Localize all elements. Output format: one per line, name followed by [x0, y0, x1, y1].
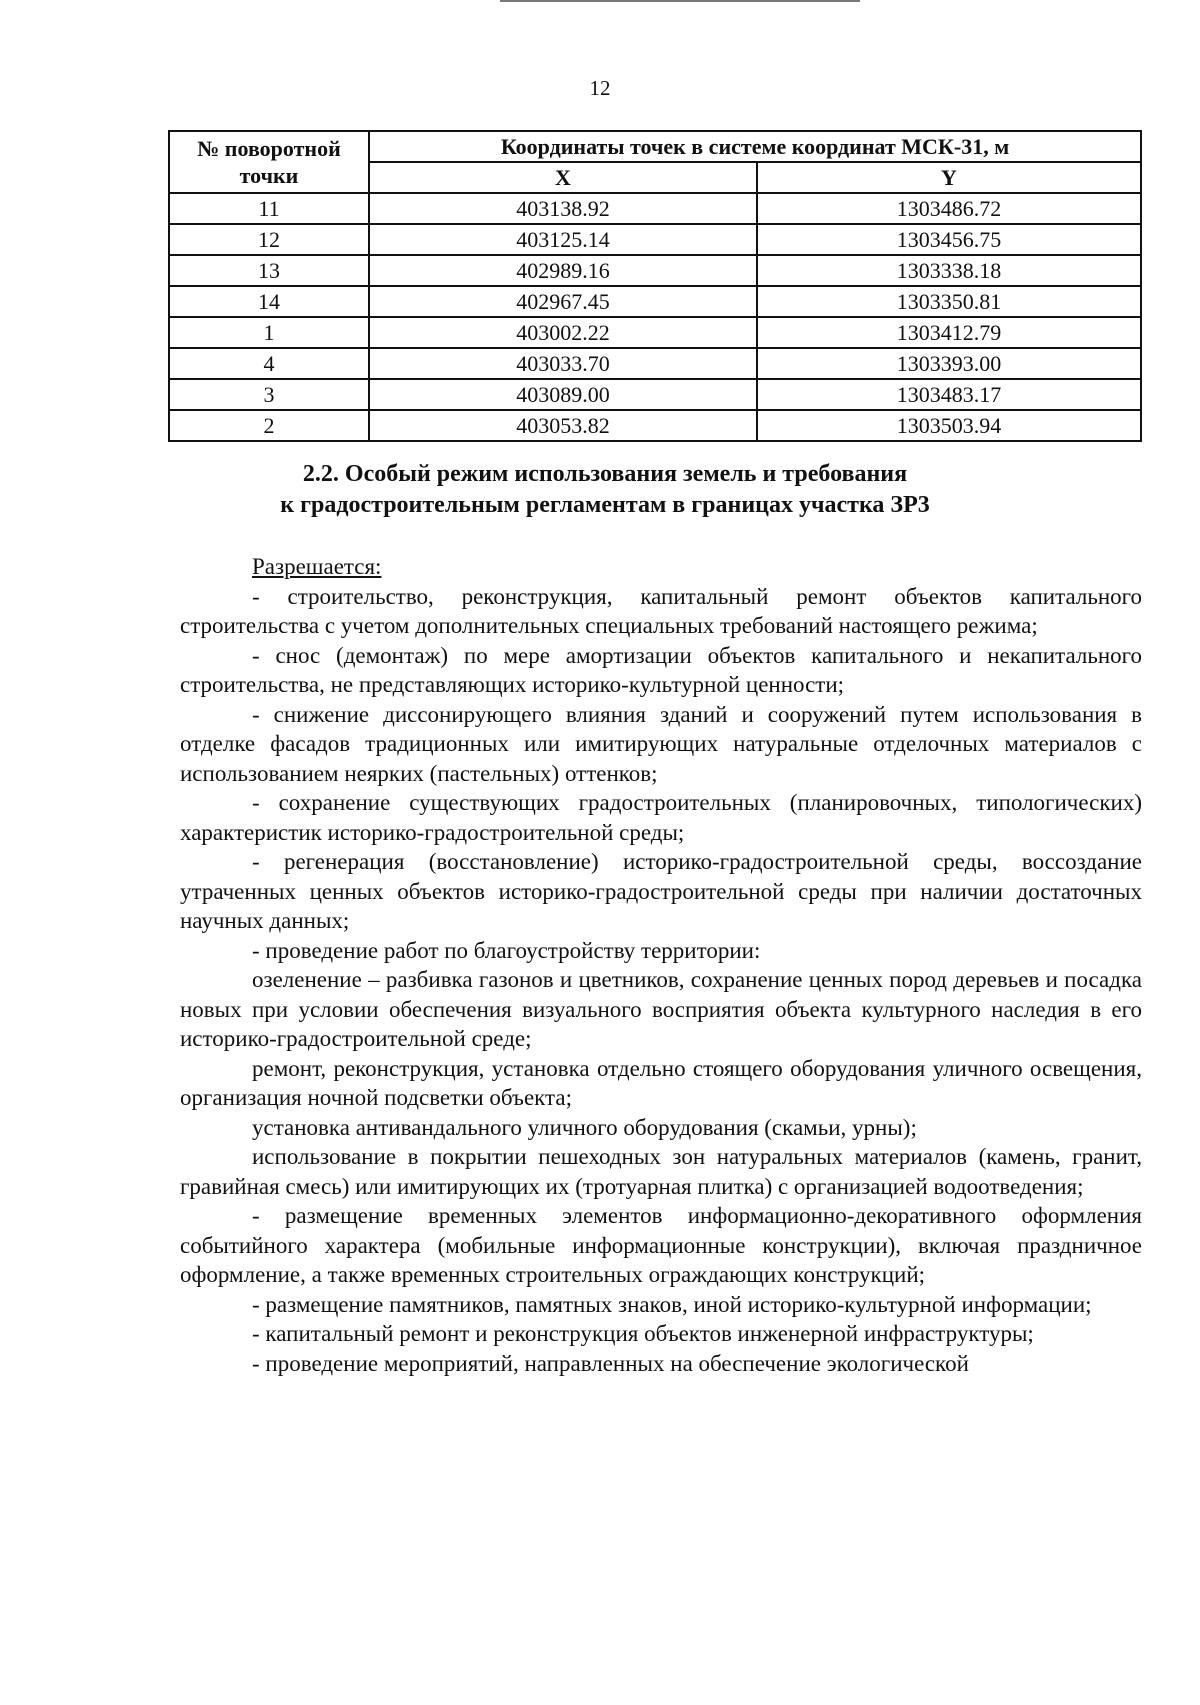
cell-point: 14: [169, 286, 369, 317]
cell-x: 403002.22: [369, 317, 757, 348]
coordinates-table: [168, 130, 1142, 442]
paragraph: - проведение мероприятий, направленных на обеспечение экологической: [252, 1350, 969, 1376]
header-coordinates-group: Координаты точек в системе координат МСК-31, м: [369, 131, 1141, 162]
paragraph: - снижение диссонирующего влияния зданий и сооружений путем использования в отделке фасадов традиционных или имитирующих натуральные отделочных материалов с использованием неярких (пастельных) оттенков;: [180, 701, 1142, 786]
paragraph: - строительство, реконструкция, капитальный ремонт объектов капитального строительства с учетом дополнительных специальных требований настоящего режима;: [180, 583, 1142, 638]
paragraph: - сохранение существующих градостроительных (планировочных, типологических) характеристик историко-градостроительной среды;: [180, 790, 1142, 845]
cell-y: 1303412.79: [757, 317, 1141, 348]
table-row: [169, 224, 1141, 255]
table-row: [169, 193, 1141, 224]
cell-y: 1303456.75: [757, 224, 1141, 255]
page-number: 12: [589, 76, 611, 100]
cell-y: 1303486.72: [757, 193, 1141, 224]
paragraph: - капитальный ремонт и реконструкция объектов инженерной инфраструктуры;: [252, 1321, 1034, 1346]
paragraph: использование в покрытии пешеходных зон натуральных материалов (камень, гранит, гравийная смесь) или имитирующих их (тротуарная плитка) с организацией водоотведения;: [180, 1144, 1142, 1199]
section-heading: [0, 459, 1200, 521]
cell-x: 403053.82: [369, 410, 757, 441]
cell-y: 1303393.00: [757, 348, 1141, 379]
cell-x: 403033.70: [369, 348, 757, 379]
table-row: [169, 286, 1141, 317]
paragraph: ремонт, реконструкция, установка отдельно стоящего оборудования уличного освещения, организация ночной подсветки объекта;: [180, 1055, 1142, 1110]
paragraph: - размещение памятников, памятных знаков, иной историко-культурной информации;: [252, 1291, 1092, 1317]
paragraph: - размещение временных элементов информационно-декоративного оформления событийного характера (мобильные информационные конструкции), включая праздничное оформление, а также временных строительных ограждающих конструкций;: [180, 1203, 1142, 1287]
table-row: [169, 317, 1141, 348]
cell-point: 3: [169, 379, 369, 410]
cell-x: 402989.16: [369, 255, 757, 286]
section-body: [180, 552, 1142, 1378]
cell-point: 11: [169, 193, 369, 224]
cell-y: 1303338.18: [757, 255, 1141, 286]
table-row: [169, 255, 1141, 286]
header-y: Y: [757, 162, 1141, 193]
section-title-line-2: к градостроительным регламентам в границах участка ЗР3: [280, 492, 930, 518]
cell-point: 13: [169, 255, 369, 286]
allowed-label: Разрешается:: [252, 554, 382, 579]
cell-x: 403138.92: [369, 193, 757, 224]
cell-x: 402967.45: [369, 286, 757, 317]
paragraph: - регенерация (восстановление) историко-градостроительной среды, воссоздание утраченных ценных объектов историко-градостроительной среды при наличии достаточных научных данных;: [180, 849, 1142, 933]
section-title-line-1: 2.2. Особый режим использования земель и требования: [302, 461, 908, 487]
cell-y: 1303350.81: [757, 286, 1141, 317]
header-x: X: [369, 162, 757, 193]
table-row: [169, 410, 1141, 441]
paragraph: - снос (демонтаж) по мере амортизации объектов капитального и некапитального строительства, не представляющих историко-культурной ценности;: [180, 642, 1142, 697]
allowed-label-paragraph: [180, 552, 1142, 582]
cell-y: 1303483.17: [757, 379, 1141, 410]
cell-point: 12: [169, 224, 369, 255]
cell-point: 2: [169, 410, 369, 441]
header-point-number: № поворотной точки: [169, 131, 369, 193]
scan-edge-line: [500, 0, 860, 2]
cell-point: 1: [169, 317, 369, 348]
table-row: [169, 379, 1141, 410]
paragraph: - проведение работ по благоустройству территории:: [252, 937, 761, 963]
table-header-row: [169, 131, 1141, 162]
cell-point: 4: [169, 348, 369, 379]
paragraph: установка антивандального уличного оборудования (скамьи, урны);: [252, 1114, 917, 1140]
cell-x: 403089.00: [369, 379, 757, 410]
paragraph: озеленение – разбивка газонов и цветников, сохранение ценных пород деревьев и посадка новых при условии обеспечения визуального восприятия объекта культурного наследия в его историко-градостроительной среде;: [180, 967, 1142, 1051]
cell-x: 403125.14: [369, 224, 757, 255]
cell-y: 1303503.94: [757, 410, 1141, 441]
table-row: [169, 348, 1141, 379]
